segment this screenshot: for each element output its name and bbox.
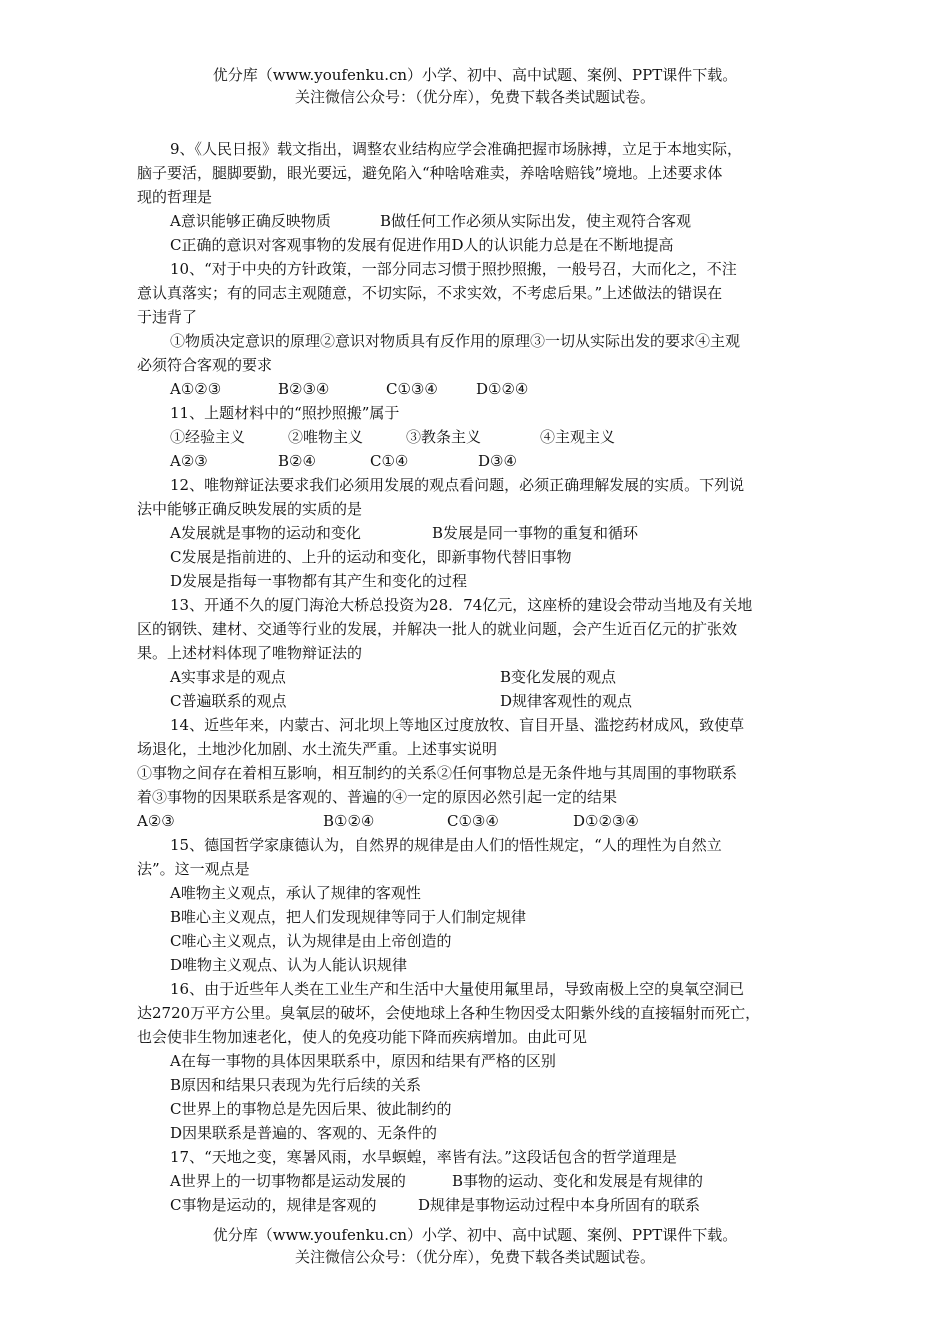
q14-option-b: B①②④ bbox=[323, 812, 375, 830]
q15-option-d: D唯物主义观点、认为人能认识规律 bbox=[170, 956, 408, 974]
q10-option-c: C①③④ bbox=[386, 380, 438, 398]
q11-statement-3: ③教条主义 bbox=[406, 428, 482, 446]
q11-option-a: A②③ bbox=[170, 452, 208, 470]
footer-line-2: 关注微信公众号：（优分库），免费下载各类试题试卷。 bbox=[294, 1248, 655, 1266]
q11-statement-4: ④主观主义 bbox=[540, 428, 616, 446]
q13-option-b: B变化发展的观点 bbox=[500, 668, 617, 686]
q14-statements-2: 着③事物的因果联系是客观的、普遍的④一定的原因必然引起一定的结果 bbox=[137, 788, 618, 806]
q15-option-c: C唯心主义观点，认为规律是由上帝创造的 bbox=[170, 932, 452, 950]
q14-option-a: A②③ bbox=[137, 812, 175, 830]
q9-option-c: C正确的意识对客观事物的发展有促进作用 bbox=[170, 236, 452, 254]
q10-options bbox=[137, 377, 827, 401]
q11-statement-2: ②唯物主义 bbox=[288, 428, 364, 446]
q16-option-b: B原因和结果只表现为先行后续的关系 bbox=[170, 1076, 422, 1094]
q17-option-c: C事物是运动的，规律是客观的 bbox=[170, 1196, 377, 1214]
q15-option-b: B唯心主义观点，把人们发现规律等同于人们制定规律 bbox=[170, 908, 527, 926]
q10-stem-2: 意认真落实；有的同志主观随意，不切实际，不求实效，不考虑后果。”上述做法的错误在 bbox=[137, 284, 723, 302]
q9-stem-3: 现的哲理是 bbox=[137, 188, 213, 206]
q11-option-d: D③④ bbox=[478, 452, 517, 470]
q15-option-a: A唯物主义观点，承认了规律的客观性 bbox=[170, 884, 421, 902]
q13-option-a: A实事求是的观点 bbox=[170, 668, 286, 686]
q15-stem-1: 15、德国哲学家康德认为，自然界的规律是由人们的悟性规定，“人的理性为自然立 bbox=[170, 836, 722, 854]
q16-stem-1: 16、由于近些年人类在工业生产和生活中大量使用氟里昂，导致南极上空的臭氧空洞已 bbox=[170, 980, 745, 998]
q17-option-d: D规律是事物运动过程中本身所固有的联系 bbox=[418, 1196, 701, 1214]
q13-stem-3: 果。上述材料体现了唯物辩证法的 bbox=[137, 644, 363, 662]
q10-stem-1: 10、“对于中央的方针政策，一部分同志习惯于照抄照搬，一般号召，大而化之，不注 bbox=[170, 260, 737, 278]
q17-stem: 17、“天地之变，寒暑风雨，水旱螟蝗，率皆有法。”这段话包含的哲学道理是 bbox=[170, 1148, 677, 1166]
q15-stem-2: 法”。这一观点是 bbox=[137, 860, 250, 878]
q12-stem-1: 12、唯物辩证法要求我们必须用发展的观点看问题，必须正确理解发展的实质。下列说 bbox=[170, 476, 745, 494]
q14-stem-1: 14、近些年来，内蒙古、河北坝上等地区过度放牧、盲目开垦、滥挖药材成风，致使草 bbox=[170, 716, 745, 734]
header-line-2: 关注微信公众号：（优分库），免费下载各类试题试卷。 bbox=[294, 88, 655, 106]
q13-option-d: D规律客观性的观点 bbox=[500, 692, 633, 710]
q17-option-b: B事物的运动、变化和发展是有规律的 bbox=[452, 1172, 704, 1190]
q11-option-c: C①④ bbox=[370, 452, 409, 470]
q12-option-d: D发展是指每一事物都有其产生和变化的过程 bbox=[170, 572, 468, 590]
q13-stem-1: 13、开通不久的厦门海沧大桥总投资为28．74亿元，这座桥的建设会带动当地及有关地 bbox=[170, 596, 753, 614]
q9-option-a: A意识能够正确反映物质 bbox=[170, 212, 331, 230]
q13-option-c: C普遍联系的观点 bbox=[170, 692, 287, 710]
q9-stem-2: 脑子要活，腿脚要勤，眼光要远，避免陷入“种啥啥难卖，养啥啥赔钱”境地。上述要求体 bbox=[137, 164, 723, 182]
q10-statements-2: 必须符合客观的要求 bbox=[137, 356, 273, 374]
q13-options-ab bbox=[137, 665, 827, 689]
q12-options-ab bbox=[137, 521, 827, 545]
q9-options-cd bbox=[137, 233, 827, 257]
q13-options-cd bbox=[137, 689, 827, 713]
q11-statement-1: ①经验主义 bbox=[170, 428, 246, 446]
question-body bbox=[137, 137, 827, 1217]
header-line-1: 优分库（www.youfenku.cn）小学、初中、高中试题、案例、PPT课件下载。 bbox=[212, 66, 738, 84]
q9-option-b: B做任何工作必须从实际出发，使主观符合客观 bbox=[380, 212, 692, 230]
q10-stem-3: 于违背了 bbox=[137, 308, 198, 326]
q16-stem-2: 达2720万平方公里。臭氧层的破坏，会使地球上各种生物因受太阳紫外线的直接辐射而死亡， bbox=[137, 1004, 761, 1022]
q9-option-d: D人的认识能力总是在不断地提高 bbox=[451, 236, 674, 254]
q16-option-a: A在每一事物的具体因果联系中，原因和结果有严格的区别 bbox=[170, 1052, 556, 1070]
q17-options-ab bbox=[137, 1169, 827, 1193]
q14-option-c: C①③④ bbox=[447, 812, 499, 830]
q14-stem-2: 场退化，土地沙化加剧、水土流失严重。上述事实说明 bbox=[137, 740, 498, 758]
q10-option-b: B②③④ bbox=[278, 380, 330, 398]
footer-line-1: 优分库（www.youfenku.cn）小学、初中、高中试题、案例、PPT课件下载。 bbox=[212, 1226, 738, 1244]
q10-option-a: A①②③ bbox=[170, 380, 222, 398]
q16-option-d: D因果联系是普遍的、客观的、无条件的 bbox=[170, 1124, 438, 1142]
q10-option-d: D①②④ bbox=[476, 380, 529, 398]
q11-options bbox=[137, 449, 827, 473]
q17-option-a: A世界上的一切事物都是运动发展的 bbox=[170, 1172, 406, 1190]
q12-option-c: C发展是指前进的、上升的运动和变化，即新事物代替旧事物 bbox=[170, 548, 572, 566]
q12-option-a: A发展就是事物的运动和变化 bbox=[170, 524, 361, 542]
q16-stem-3: 也会使非生物加速老化，使人的免疫功能下降而疾病增加。由此可见 bbox=[137, 1028, 588, 1046]
q16-option-c: C世界上的事物总是先因后果、彼此制约的 bbox=[170, 1100, 452, 1118]
q12-stem-2: 法中能够正确反映发展的实质的是 bbox=[137, 500, 363, 518]
page-header bbox=[0, 64, 950, 108]
q11-statements bbox=[137, 425, 827, 449]
q11-option-b: B②④ bbox=[278, 452, 316, 470]
q9-options-ab bbox=[137, 209, 827, 233]
q13-stem-2: 区的钢铁、建材、交通等行业的发展，并解决一批人的就业问题，会产生近百亿元的扩张效 bbox=[137, 620, 738, 638]
page-footer bbox=[0, 1224, 950, 1268]
q14-options bbox=[137, 809, 827, 833]
q9-stem-1: 9、《人民日报》载文指出，调整农业结构应学会准确把握市场脉搏，立足于本地实际， bbox=[170, 140, 743, 158]
q12-option-b: B发展是同一事物的重复和循环 bbox=[432, 524, 639, 542]
q17-options-cd bbox=[137, 1193, 827, 1217]
q14-option-d: D①②③④ bbox=[573, 812, 639, 830]
q11-stem: 11、上题材料中的“照抄照搬”属于 bbox=[170, 404, 400, 422]
q10-statements-1: ①物质决定意识的原理②意识对物质具有反作用的原理③一切从实际出发的要求④主观 bbox=[170, 332, 741, 350]
q14-statements-1: ①事物之间存在着相互影响，相互制约的关系②任何事物总是无条件地与其周围的事物联系 bbox=[137, 764, 738, 782]
